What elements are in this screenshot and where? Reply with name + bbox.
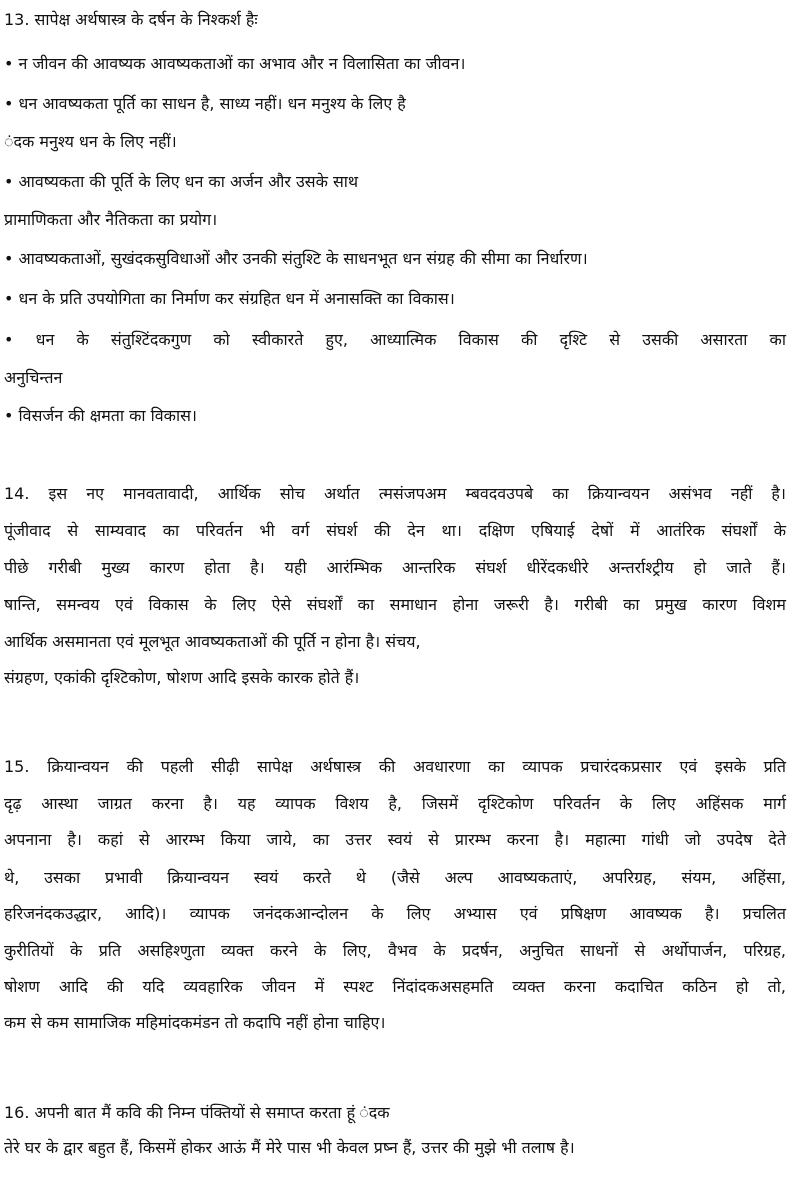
section-14-line: आर्थिक असमानता एवं मूलभूत आवष्यकताओं की पूर्ति न होना है। संचय, [4,632,421,651]
section-13-line: • धन के संतुश्टिंदकगुण को स्वीकारते हुए, आध्यात्मिक विकास की दृश्टि से उसकी असारता का [4,330,786,349]
section-15-line: अपनाना है। कहां से आरम्भ किया जाये, का उत्तर स्वयं से प्रारम्भ करना है। महात्मा गांधी जो उपदेष देते [4,830,786,849]
section-13-line: • आवष्यकताओं, सुखंदकसुविधाओं और उनकी संतुश्टि के साधनभूत धन संग्रह की सीमा का निर्धारण। [4,249,588,268]
section-15-line: थे, उसका प्रभावी क्रियान्वयन स्वयं करते थे (जैसे अल्प आवष्यकताएं, अपरिग्रह, संयम, अहिंसा, [4,868,786,887]
section-15-line: षोशण आदि की यदि व्यवहारिक जीवन में स्पश्ट निंदांदकअसहमति व्यक्त करना कदाचित कठिन हो तो, [4,977,786,996]
section-14-line: पीछे गरीबी मुख्य कारण होता है। यही आरंम्भिक आन्तरिक संघर्श धीरेंदकधीरे अन्तर्राश्ट्रीय हो जाते हैं। [4,558,786,577]
section-13-heading: 13. सापेक्ष अर्थषास्त्र के दर्षन के निश्कर्श हैः [4,10,258,29]
section-13-line: • धन के प्रति उपयोगिता का निर्माण कर संग्रहित धन में अनासक्ति का विकास। [4,289,455,308]
section-15-line: हरिजनंदकउद्धार, आदि)। व्यापक जनंदकआन्दोलन के लिए अभ्यास एवं प्रषिक्षण आवष्यक है। प्रचलित [4,904,786,923]
section-14-line: षान्ति, समन्वय एवं विकास के लिए ऐसे संघर्शों का समाधान होना जरूरी है। गरीबी का प्रमुख कारण विशम [4,595,786,614]
section-13-line: • न जीवन की आवष्यक आवष्यकताओं का अभाव और न विलासिता का जीवन। [4,54,466,73]
section-15-line: कम से कम सामाजिक महिमांदकमंडन तो कदापि नहीं होना चाहिए। [4,1013,386,1032]
section-13-line: अनुचिन्तन [4,368,63,387]
section-13-line: • आवष्यकता की पूर्ति के लिए धन का अर्जन और उसके साथ [4,172,359,191]
section-14-line: संग्रहण, एकांकी दृश्टिकोण, षोशण आदि इसके कारक होते हैं। [4,668,360,687]
section-15-line: दृढ़ आस्था जाग्रत करना है। यह व्यापक विशय है, जिसमें दृश्टिकोण परिवर्तन के लिए अहिंसक मार्ग [4,794,786,813]
section-14-line: पूंजीवाद से साम्यवाद का परिवर्तन भी वर्ग संघर्श की देन था। दक्षिण एषियाई देषों में आतंरिक संघर्शों के [4,521,786,540]
section-13-line: • धन आवष्यकता पूर्ति का साधन है, साध्य नहीं। धन मनुश्य के लिए है [4,94,406,113]
section-16-line: 16. अपनी बात मैं कवि की निम्न पंक्तियों से समाप्त करता हूं ंदक [4,1103,390,1122]
section-16-line: तेरे घर के द्वार बहुत हैं, किसमें होकर आऊं मैं मेरे पास भी केवल प्रष्न हैं, उत्तर की मुझे भी तलाष है। [4,1138,575,1157]
section-14-line: 14. इस नए मानवतावादी, आर्थिक सोच अर्थात त्मसंजपअम म्बवदवउपबे का क्रियान्वयन असंभव नहीं है। [4,484,786,503]
section-13-line: • विसर्जन की क्षमता का विकास। [4,406,197,425]
section-13-line: ंदक मनुश्य धन के लिए नहीं। [4,132,177,151]
section-15-line: 15. क्रियान्वयन की पहली सीढ़ी सापेक्ष अर्थषास्त्र की अवधारणा का व्यापक प्रचारंदकप्रसार एवं इसके प्रति [4,757,786,776]
section-15-line: कुरीतियों के प्रति असहिश्णुता व्यक्त करने के लिए, वैभव के प्रदर्षन, अनुचित साधनों से अर्थोपार्जन, परिग्रह, [4,941,786,960]
section-13-line: प्रामाणिकता और नैतिकता का प्रयोग। [4,210,218,229]
